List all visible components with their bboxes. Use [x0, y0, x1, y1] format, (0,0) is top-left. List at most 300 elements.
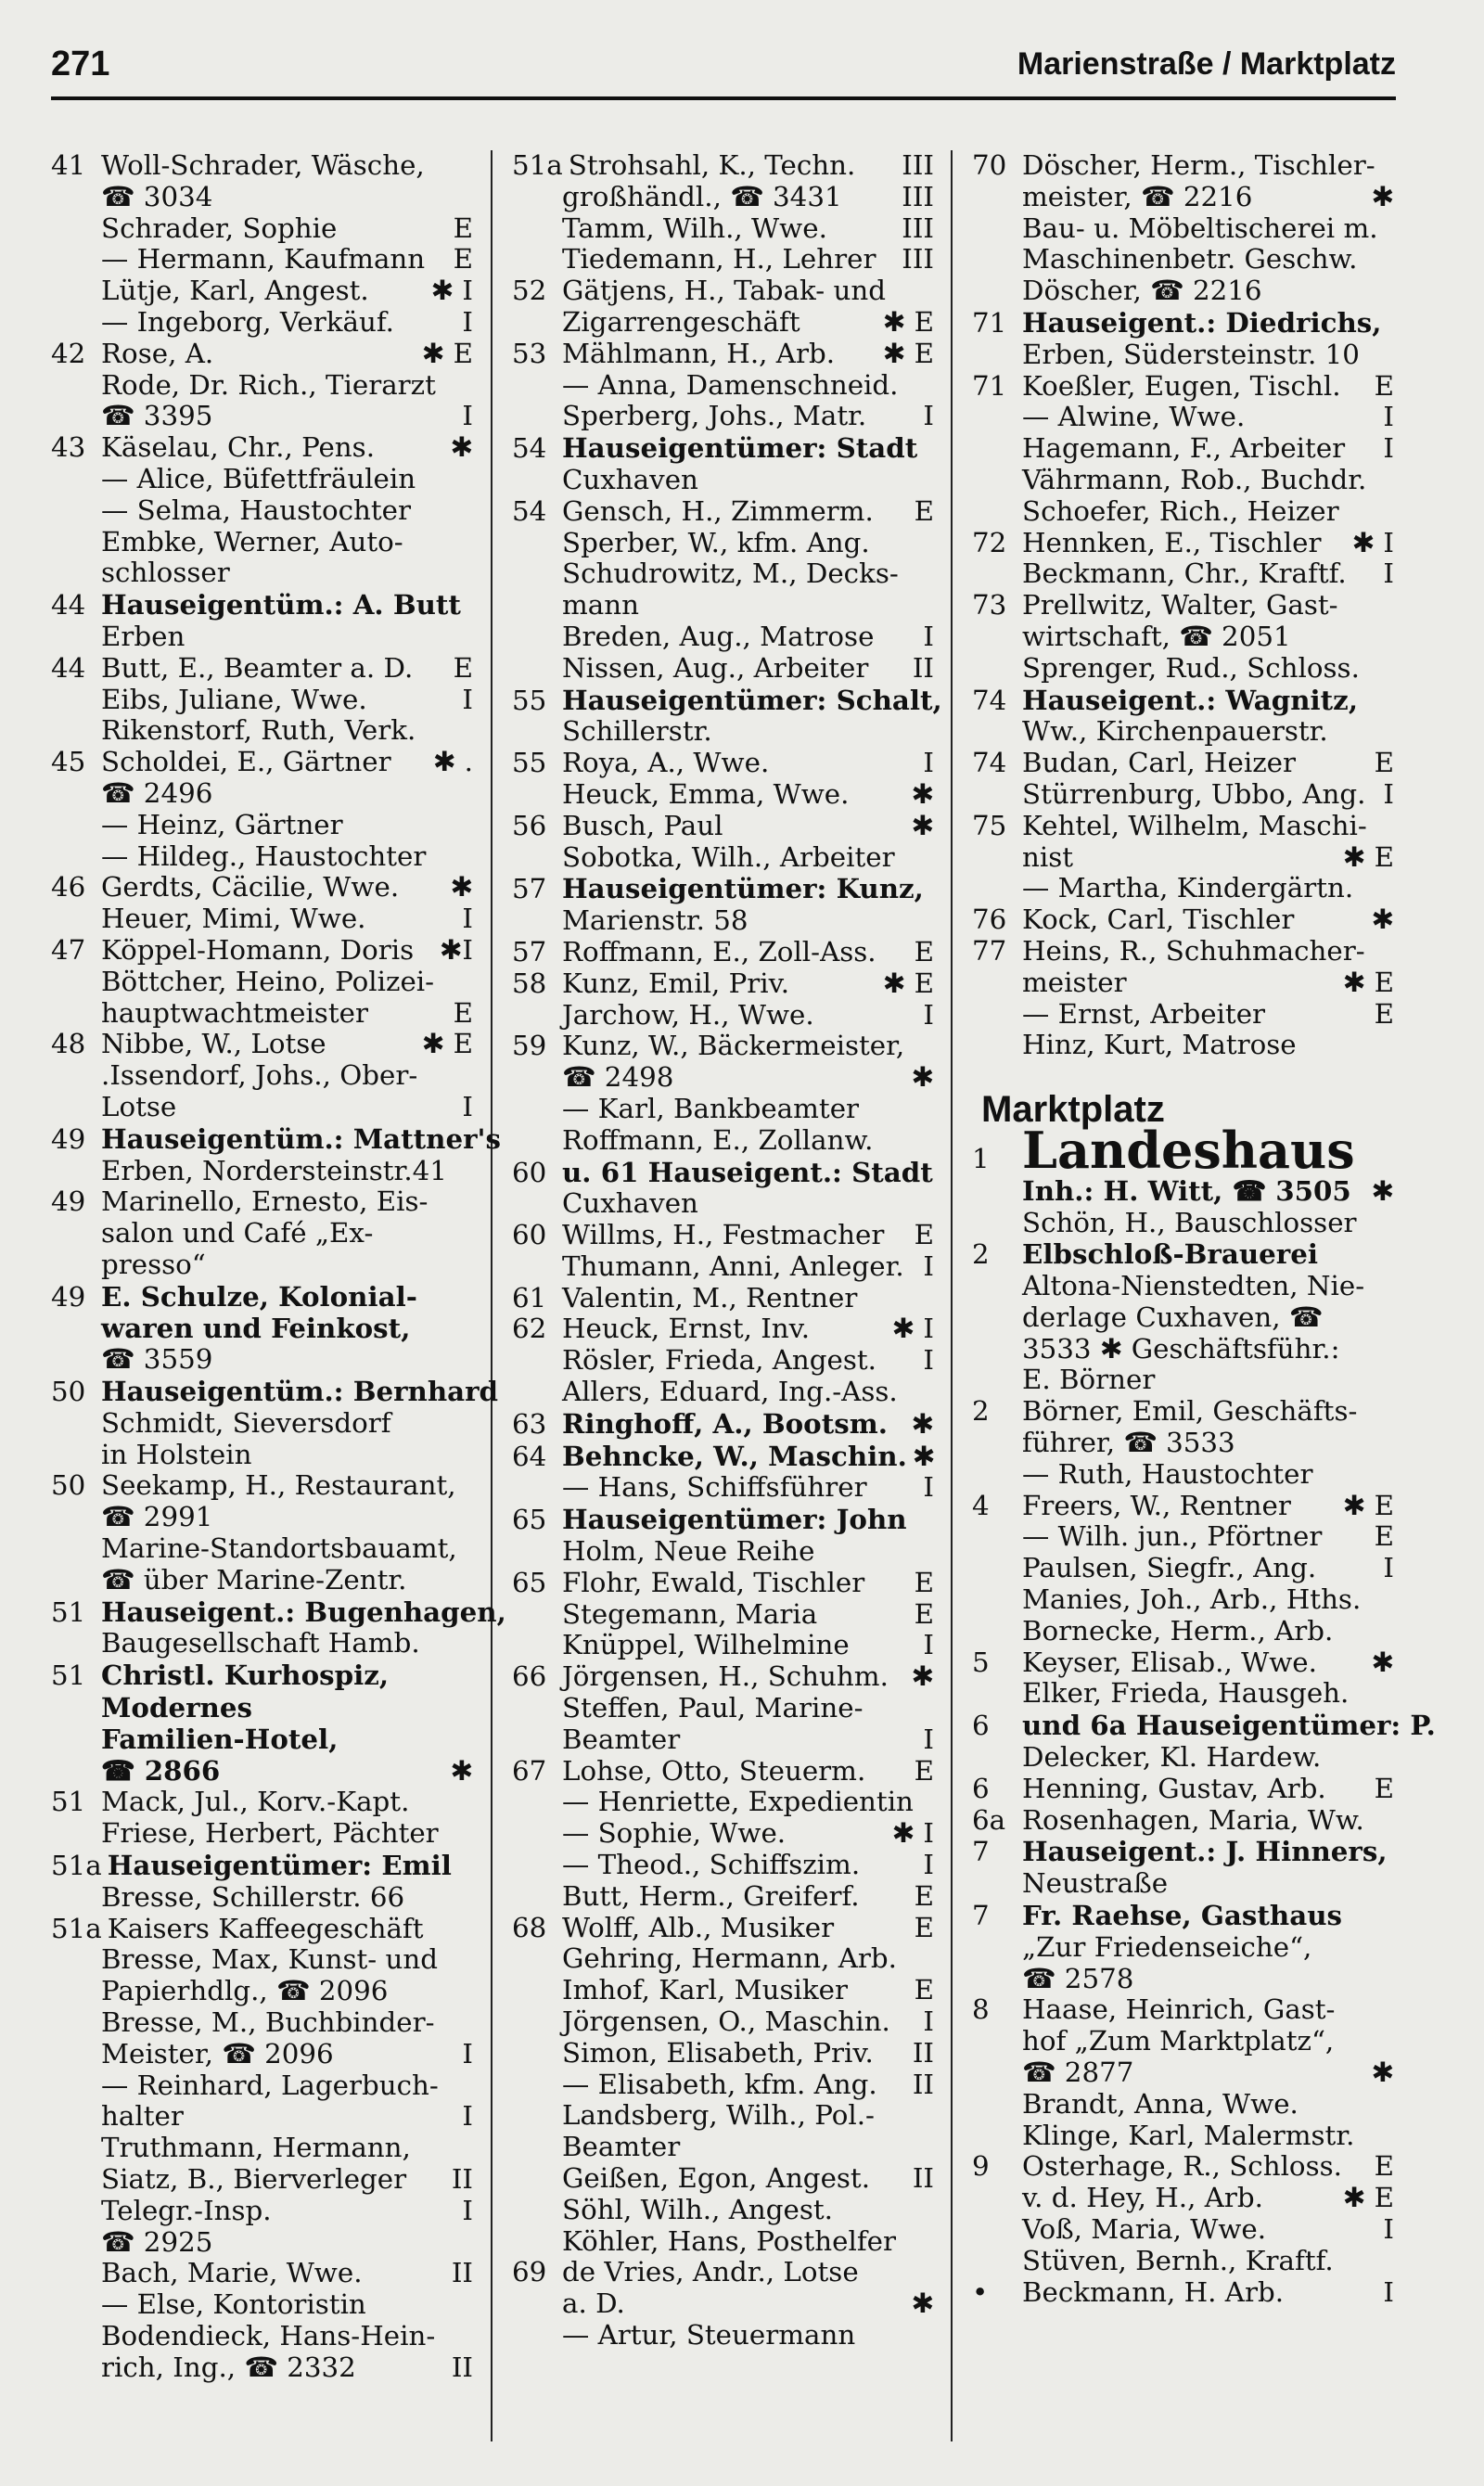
directory-entry: [512, 622, 934, 653]
directory-entry: [51, 2196, 473, 2227]
directory-entry: [51, 998, 473, 1030]
directory-entry: [972, 1208, 1394, 1239]
directory-entry: [972, 2089, 1394, 2121]
floor-marker: ✱ E: [1342, 1489, 1394, 1521]
entry-text: Gerdts, Cäcilie, Wwe.: [101, 871, 400, 903]
directory-entry: [512, 1630, 934, 1661]
directory-entry: [512, 1504, 934, 1536]
directory-entry: [972, 999, 1394, 1031]
directory-entry: [51, 1850, 473, 1882]
house-number: 65: [512, 1504, 547, 1536]
directory-entry: [51, 2164, 473, 2196]
entry-text: Roya, A., Wwe.: [562, 747, 770, 779]
entry-text: Haase, Heinrich, Gast-: [1022, 1993, 1336, 2026]
floor-marker: ✱: [1371, 2057, 1394, 2089]
directory-entry: [512, 1975, 934, 2006]
floor-marker: I: [462, 2100, 473, 2133]
entry-text: und 6a Hauseigentümer: P.: [1022, 1709, 1436, 1742]
directory-entry: [512, 1943, 934, 1975]
directory-entry: [972, 842, 1394, 874]
house-number: 55: [512, 684, 547, 716]
entry-text: ☎ 3034: [101, 180, 213, 212]
directory-entry: [512, 370, 934, 402]
entry-text: Jarchow, H., Wwe.: [562, 998, 814, 1031]
entry-text: Hauseigent.: Bugenhagen,: [101, 1595, 506, 1628]
directory-entry: [512, 1062, 934, 1094]
directory-entry: [972, 1334, 1394, 1365]
house-number: 68: [512, 1911, 547, 1943]
floor-marker: E: [914, 1597, 934, 1630]
entry-text: führer, ☎ 3533: [1022, 1427, 1235, 1459]
directory-entry: [51, 841, 473, 873]
entry-text: Lotse: [101, 1090, 177, 1122]
house-number: 41: [51, 149, 86, 181]
directory-entry: [512, 1818, 934, 1850]
entry-text: Koeßler, Eugen, Tischl.: [1022, 369, 1341, 402]
floor-marker: E: [453, 243, 473, 276]
directory-entry: [51, 1565, 473, 1596]
directory-entry: [972, 2183, 1394, 2214]
entry-text: Hagemann, F., Arbeiter: [1022, 432, 1346, 465]
floor-marker: II: [451, 2163, 473, 2195]
entry-text: Behncke, W., Maschin.: [562, 1439, 907, 1472]
entry-text: Köhler, Hans, Posthelfer: [562, 2224, 897, 2257]
directory-entry: [512, 1661, 934, 1693]
floor-marker: ✱: [911, 777, 934, 810]
floor-marker: E: [453, 211, 473, 244]
house-number: 57: [512, 935, 547, 967]
entry-text: Valentin, M., Rentner: [562, 1281, 858, 1313]
entry-text: Hauseigentümer: Stadt: [562, 431, 918, 465]
entry-text: Nissen, Aug., Arbeiter: [562, 651, 869, 684]
directory-entry: [972, 2121, 1394, 2152]
house-number: 7: [972, 1836, 990, 1868]
directory-entry: [51, 1787, 473, 1818]
directory-entry: [51, 589, 473, 622]
house-number: 54: [512, 432, 547, 465]
directory-entry: [972, 1868, 1394, 1900]
directory-entry: [51, 1470, 473, 1502]
directory-entry: [512, 1345, 934, 1377]
floor-marker: I: [462, 683, 473, 715]
floor-marker: III: [902, 149, 934, 181]
entry-text: Delecker, Kl. Hardew.: [1022, 1741, 1322, 1774]
directory-entry: [51, 2289, 473, 2321]
entry-text: Nibbe, W., Lotse: [101, 1028, 326, 1060]
directory-entry: [512, 2006, 934, 2038]
floor-marker: ✱ I: [1351, 526, 1394, 558]
directory-entry: [972, 1428, 1394, 1459]
entry-text: Stegemann, Maria: [562, 1597, 818, 1630]
directory-entry: [512, 842, 934, 874]
floor-marker: I: [923, 1723, 934, 1755]
entry-text: Marienstr. 58: [562, 904, 748, 937]
directory-entry: [51, 401, 473, 432]
entry-text: Roffmann, E., Zollanw.: [562, 1123, 874, 1156]
house-number: 74: [972, 684, 1007, 716]
directory-entry: [51, 2227, 473, 2259]
house-number: 60: [512, 1219, 547, 1251]
floor-marker: ✱ E: [882, 337, 934, 369]
column-divider: [951, 150, 953, 2441]
entry-text: Sperberg, Johs., Matr.: [562, 400, 867, 432]
house-number: 73: [972, 589, 1007, 622]
floor-marker: II: [451, 2351, 473, 2383]
page-title: Marienstraße / Marktplatz: [1017, 46, 1396, 82]
directory-entry: [51, 653, 473, 685]
entry-text: Hauseigentüm.: A. Butt: [101, 588, 461, 622]
directory-entry: [51, 1595, 506, 1629]
entry-text: Erben: [101, 620, 186, 652]
directory-entry: [512, 683, 942, 717]
directory-entry: [972, 1616, 1394, 1647]
entry-text: mann: [562, 589, 639, 622]
directory-entry: [51, 2352, 473, 2384]
directory-entry: [512, 937, 934, 968]
entry-text: a. D.: [562, 2287, 625, 2320]
directory-entry: [512, 2070, 934, 2101]
entry-text: Fr. Raehse, Gasthaus: [1022, 1899, 1343, 1932]
entry-text: meister: [1022, 966, 1127, 998]
directory-entry: [512, 558, 934, 590]
entry-text: — Else, Kontoristin: [101, 2288, 366, 2321]
directory-entry: [972, 590, 1394, 622]
directory-entry: [512, 182, 934, 213]
directory-entry: [512, 2195, 934, 2226]
directory-entry: [51, 2133, 473, 2164]
entry-text: Landsberg, Wilh., Pol.-: [562, 2099, 875, 2132]
entry-text: 3533 ✱ Geschäftsführ.:: [1022, 1332, 1340, 1365]
entry-text: Erben, Nordersteinstr.41: [101, 1154, 447, 1186]
entry-text: Hauseigentümer: Emil: [107, 1849, 452, 1882]
entry-text: Hennken, E., Tischler: [1022, 526, 1322, 558]
house-number: 61: [512, 1281, 547, 1313]
floor-marker: I: [923, 2005, 934, 2038]
directory-entry: [972, 1964, 1394, 1995]
house-number: 51a: [51, 1850, 102, 1882]
directory-entry: [51, 1029, 473, 1060]
entry-text: Kehtel, Wilhelm, Maschi-: [1022, 809, 1367, 841]
directory-entry: [51, 1092, 473, 1123]
house-number: 58: [512, 967, 547, 999]
entry-text: .Issendorf, Johs., Ober-: [101, 1059, 418, 1092]
entry-text: Bresse, Max, Kunst- und: [101, 1943, 439, 1976]
directory-entry: [972, 622, 1394, 653]
directory-entry: [972, 1994, 1394, 2026]
entry-text: Erben, Südersteinstr. 10: [1022, 338, 1360, 370]
floor-marker: E: [914, 935, 934, 967]
directory-entry: [512, 401, 934, 432]
entry-text: Marine-Standortsbauamt,: [101, 1532, 457, 1565]
entry-text: Strohsahl, K., Techn.: [568, 149, 856, 181]
floor-marker: E: [453, 651, 473, 684]
directory-entry: [512, 339, 934, 370]
entry-text: Osterhage, R., Schloss.: [1022, 2150, 1342, 2183]
floor-marker: ✱ E: [1342, 840, 1394, 873]
directory-entry: [972, 2246, 1394, 2277]
house-number: 46: [51, 871, 86, 903]
house-number: 8: [972, 1993, 990, 2026]
entry-text: Woll-Schrader, Wäsche,: [101, 149, 425, 181]
directory-entry: [51, 2039, 473, 2070]
directory-entry: [51, 1502, 473, 1533]
floor-marker: E: [1374, 2150, 1394, 2183]
entry-text: — Martha, Kindergärtn.: [1022, 872, 1354, 904]
entry-text: in Holstein: [101, 1438, 252, 1470]
directory-entry: [972, 779, 1394, 811]
house-number: 6a: [972, 1803, 1006, 1836]
floor-marker: I: [1383, 2213, 1394, 2245]
entry-text: — Hans, Schiffsführer: [562, 1471, 867, 1504]
entry-text: Elbschloß-Brauerei: [1022, 1237, 1318, 1271]
entry-text: Paulsen, Siegfr., Ang.: [1022, 1552, 1317, 1584]
directory-entry: [972, 1678, 1394, 1710]
house-number: 49: [51, 1122, 86, 1155]
house-number: 6: [972, 1710, 990, 1742]
entry-text: Baugesellschaft Hamb.: [101, 1627, 420, 1659]
directory-entry: [972, 276, 1394, 307]
directory-entry: [51, 810, 473, 841]
floor-marker: I: [1383, 777, 1394, 810]
section-heading: Marktplatz: [981, 1089, 1165, 1131]
floor-marker: ✱ E: [421, 1028, 473, 1060]
entry-text: Siatz, B., Bierverleger: [101, 2163, 407, 2195]
house-number: 54: [512, 494, 547, 527]
directory-entry: [972, 1271, 1394, 1302]
house-number: 71: [972, 369, 1007, 402]
floor-marker: E: [1374, 747, 1394, 779]
directory-entry: [972, 340, 1394, 371]
house-number: 1: [972, 1142, 990, 1174]
house-number: 51: [51, 1659, 86, 1692]
entry-text: Keyser, Elisab., Wwe.: [1022, 1646, 1317, 1678]
directory-entry: [51, 1408, 473, 1440]
floor-marker: II: [451, 2257, 473, 2289]
entry-text: Gehring, Hermann, Arb.: [562, 1942, 897, 1975]
directory-entry: [512, 307, 934, 339]
directory-entry: [512, 1913, 934, 1944]
entry-text: Böttcher, Heino, Polizei-: [101, 965, 435, 997]
floor-marker: ✱: [911, 1061, 934, 1094]
entry-text: — Artur, Steuermann: [562, 2318, 856, 2351]
house-number: 52: [512, 275, 547, 307]
entry-text: Butt, Herm., Greiferf.: [562, 1879, 860, 1912]
entry-text: Ww., Kirchenpauerstr.: [1022, 715, 1328, 748]
entry-text: Döscher, ☎ 2216: [1022, 275, 1262, 307]
entry-text: schlosser: [101, 557, 230, 589]
directory-entry: [51, 307, 473, 339]
directory-entry: [51, 1882, 473, 1914]
directory-entry: [51, 1944, 473, 1976]
entry-text: Sperber, W., kfm. Ang.: [562, 526, 870, 558]
entry-text: Stüven, Bernh., Kraftf.: [1022, 2244, 1334, 2276]
directory-column-3: [972, 149, 1436, 2308]
entry-text: Friese, Herbert, Pächter: [101, 1817, 439, 1850]
entry-text: Rikenstorf, Ruth, Verk.: [101, 714, 416, 747]
directory-entry: [512, 1850, 934, 1881]
directory-entry: [972, 811, 1394, 842]
entry-text: halter: [101, 2100, 184, 2133]
floor-marker: ✱: [911, 2287, 934, 2320]
house-number: 63: [512, 1407, 547, 1440]
directory-entry: [51, 244, 473, 276]
directory-entry: [512, 1094, 934, 1125]
entry-text: Allers, Eduard, Ing.-Ass.: [562, 1376, 898, 1408]
entry-text: — Theod., Schiffszim.: [562, 1849, 861, 1881]
entry-text: Heuck, Emma, Wwe.: [562, 777, 850, 810]
directory-entry: [512, 716, 934, 748]
entry-text: Hauseigentüm.: Bernhard: [101, 1375, 499, 1408]
directory-entry: [51, 495, 473, 527]
directory-entry: [51, 2070, 473, 2102]
directory-entry: [512, 1599, 934, 1631]
floor-marker: I: [923, 998, 934, 1031]
directory-entry: [972, 496, 1394, 528]
directory-entry: [51, 747, 473, 778]
entry-text: — Ruth, Haustochter: [1022, 1457, 1313, 1490]
directory-entry: [51, 339, 473, 370]
directory-entry: [512, 590, 934, 622]
entry-text: Bresse, Schillerstr. 66: [101, 1880, 405, 1913]
directory-entry: [51, 213, 473, 245]
entry-text: ☎ 2578: [1022, 1962, 1134, 1994]
floor-marker: ✱I: [439, 933, 473, 966]
directory-entry: [51, 464, 473, 495]
floor-marker: E: [914, 1974, 934, 2006]
directory-entry: [972, 1647, 1394, 1679]
entry-text: Ringhoff, A., Bootsm.: [562, 1406, 888, 1440]
directory-entry: [512, 1472, 934, 1504]
directory-entry: [51, 967, 473, 998]
floor-marker: E: [453, 996, 473, 1029]
floor-marker: ✱ E: [421, 337, 473, 369]
directory-entry: [512, 1377, 934, 1408]
directory-entry: [972, 1365, 1394, 1396]
directory-entry: [512, 1000, 934, 1032]
floor-marker: E: [914, 1566, 934, 1598]
directory-entry: [972, 653, 1394, 685]
house-number: 65: [512, 1566, 547, 1598]
directory-entry: [51, 1659, 473, 1692]
entry-text: Zigarrengeschäft: [562, 305, 800, 338]
house-number: 50: [51, 1376, 86, 1408]
directory-entry: [512, 2288, 934, 2320]
directory-entry: [972, 307, 1394, 340]
directory-entry: [51, 1344, 473, 1376]
directory-entry: [51, 685, 473, 716]
entry-text: Mählmann, H., Arb.: [562, 337, 836, 369]
entry-text: Hauseigentümer: Kunz,: [562, 872, 924, 905]
house-number: 62: [512, 1313, 547, 1345]
entry-text: — Karl, Bankbeamter: [562, 1092, 860, 1124]
entry-text: Knüppel, Wilhelmine: [562, 1629, 850, 1661]
floor-marker: I: [1383, 432, 1394, 465]
entry-text: nist: [1022, 840, 1074, 873]
house-number: 60: [512, 1156, 547, 1188]
entry-text: Hauseigent.: Diedrichs,: [1022, 305, 1382, 339]
floor-marker: E: [1374, 1772, 1394, 1804]
entry-text: Beamter: [562, 1723, 681, 1755]
floor-marker: I: [923, 1344, 934, 1377]
entry-text: Beckmann, Chr., Kraftf.: [1022, 557, 1347, 590]
entry-text: Cuxhaven: [562, 463, 698, 495]
house-number: 44: [51, 589, 86, 622]
entry-text: Maschinenbetr. Geschw.: [1022, 243, 1358, 276]
entry-text: Scholdei, E., Gärtner: [101, 746, 391, 778]
floor-marker: I: [923, 1629, 934, 1661]
directory-entry: [972, 1396, 1394, 1428]
directory-entry: [972, 1742, 1394, 1774]
entry-text: Cuxhaven: [562, 1187, 698, 1220]
directory-entry: [512, 2038, 934, 2070]
house-number: 71: [972, 306, 1007, 339]
entry-text: Meister, ☎ 2096: [101, 2037, 334, 2070]
directory-entry: [972, 1175, 1394, 1208]
entry-text: Jörgensen, O., Maschin.: [562, 2005, 890, 2038]
directory-entry: [51, 1186, 473, 1218]
directory-entry: [972, 2277, 1394, 2309]
floor-marker: I: [462, 2194, 473, 2226]
entry-text: Hauseigent.: J. Hinners,: [1022, 1835, 1388, 1868]
floor-marker: ✱: [1371, 903, 1394, 936]
floor-marker: E: [914, 1754, 934, 1787]
entry-text: Gensch, H., Zimmerm.: [562, 494, 874, 527]
entry-text: Neustraße: [1022, 1867, 1169, 1900]
directory-entry: [51, 1818, 473, 1850]
directory-entry: [972, 1774, 1394, 1805]
floor-marker: I: [923, 1471, 934, 1504]
directory-entry: [51, 2101, 473, 2133]
floor-marker: ✱ E: [1342, 2182, 1394, 2214]
directory-entry: [51, 276, 473, 307]
floor-marker: I: [923, 1249, 934, 1282]
floor-marker: E: [914, 1219, 934, 1251]
entry-text: v. d. Hey, H., Arb.: [1022, 2182, 1263, 2214]
directory-entry: [51, 1313, 473, 1344]
entry-text: Söhl, Wilh., Angest.: [562, 2193, 833, 2225]
directory-entry: [512, 1441, 934, 1473]
page-header: [51, 45, 1396, 100]
floor-marker: ✱: [450, 871, 473, 903]
entry-text: Butt, E., Beamter a. D.: [101, 651, 414, 684]
house-number: 57: [512, 873, 547, 905]
directory-entry: [512, 1787, 934, 1818]
entry-text: Christl. Kurhospiz,: [101, 1659, 390, 1692]
entry-text: großhändl., ☎ 3431: [562, 180, 842, 212]
entry-text: Schön, H., Bauschlosser: [1022, 1206, 1357, 1238]
entry-text: Tamm, Wilh., Wwe.: [562, 211, 827, 244]
entry-text: Beckmann, H. Arb.: [1022, 2275, 1285, 2308]
directory-entry: [972, 371, 1394, 403]
house-number: 49: [51, 1280, 86, 1313]
entry-text: Vährmann, Rob., Buchdr.: [1022, 463, 1367, 495]
entry-text: meister, ☎ 2216: [1022, 180, 1253, 212]
entry-text: E. Schulze, Kolonial-: [101, 1279, 417, 1313]
house-number: 43: [51, 431, 86, 464]
entry-text: — Anna, Damenschneid.: [562, 368, 899, 401]
entry-text: Landeshaus: [1022, 1120, 1355, 1180]
floor-marker: I: [1383, 401, 1394, 433]
directory-entry: [972, 402, 1394, 433]
directory-entry: [512, 496, 934, 528]
directory-entry: [512, 1724, 934, 1756]
entry-text: Papierhdlg., ☎ 2096: [101, 1975, 389, 2007]
entry-text: Sobotka, Wilh., Arbeiter: [562, 840, 895, 873]
directory-entry: [51, 150, 473, 182]
directory-entry: [512, 2320, 934, 2351]
directory-entry: [512, 811, 934, 842]
floor-marker: I: [923, 620, 934, 652]
